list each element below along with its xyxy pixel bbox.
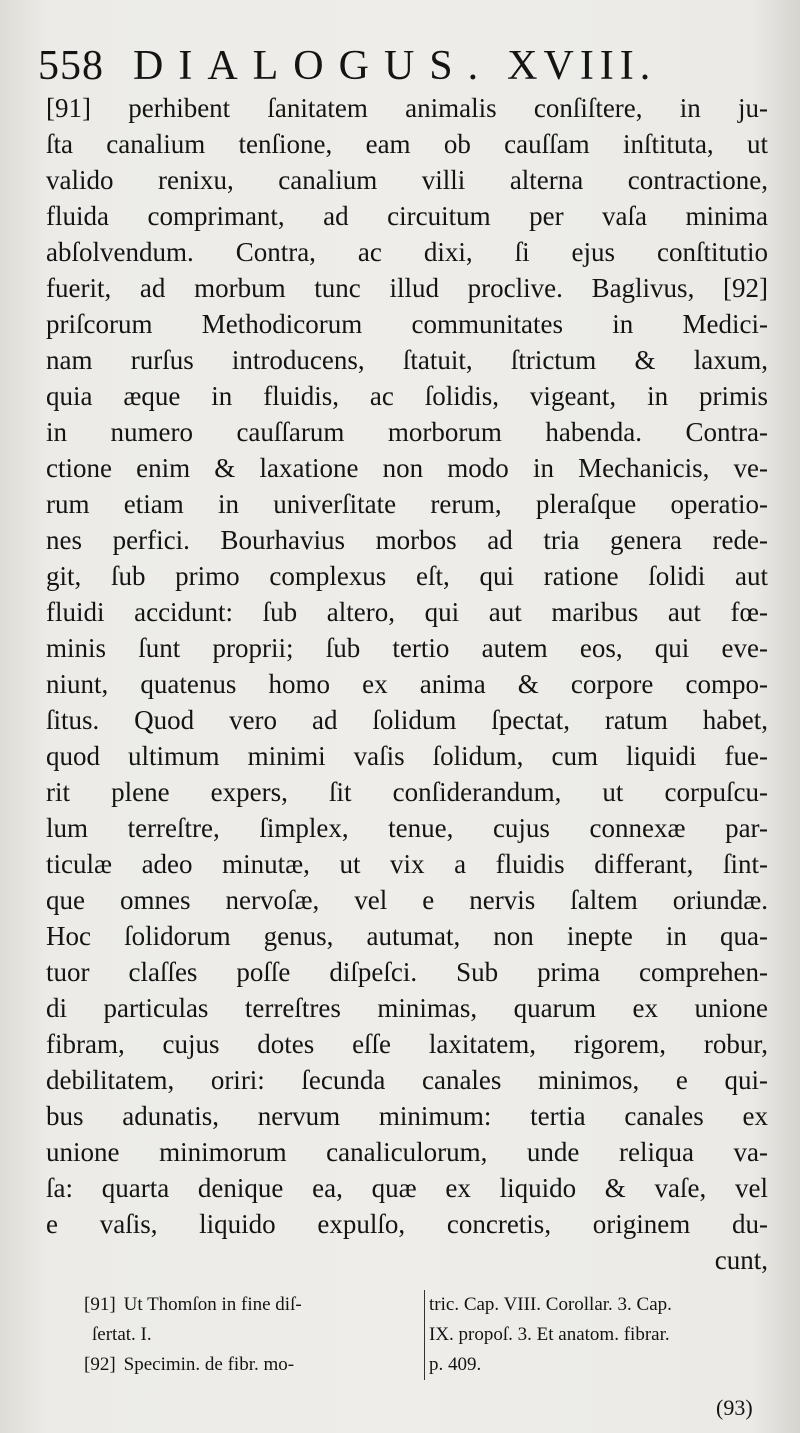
text-line: ſa: quarta denique ea, quæ ex liquido & vaſe, vel — [46, 1173, 768, 1203]
dialogue-numeral: XVIII. — [507, 43, 657, 89]
text-line: ctione enim & laxatione non modo in Mechanicis, ve- — [46, 453, 768, 483]
text-line: in numero cauſſarum morborum habenda. Contra- — [46, 417, 768, 447]
text-line: fibram, cujus dotes eſſe laxitatem, rigorem, robur, — [46, 1029, 768, 1059]
text-line: rit plene expers, ſit conſiderandum, ut corpuſcu- — [46, 777, 768, 807]
footnote-ref: [92] — [84, 1354, 116, 1375]
running-head — [38, 38, 768, 94]
text-line: debilitatem, oriri: ſecunda canales minimos, e qui- — [46, 1065, 768, 1095]
text-line: fluida comprimant, ad circuitum per vaſa minima — [46, 201, 768, 231]
text-line: valido renixu, canalium villi alterna contractione, — [46, 165, 768, 195]
text-line: nes perfici. Bourhavius morbos ad tria genera rede- — [46, 525, 768, 555]
text-line: fluidi accidunt: ſub altero, qui aut maribus aut fœ- — [46, 597, 768, 627]
text-line: rum etiam in univerſitate rerum, pleraſque operatio- — [46, 489, 768, 519]
text-line: quod ultimum minimi vaſis ſolidum, cum liquidi fue- — [46, 741, 768, 771]
text-line: ſitus. Quod vero ad ſolidum ſpectat, ratum habet, — [46, 705, 768, 735]
text-line: fuerit, ad morbum tunc illud proclive. Baglivus, [92] — [46, 273, 768, 303]
text-line: unione minimorum canaliculorum, unde reliqua va- — [46, 1137, 768, 1167]
text-line: abſolvendum. Contra, ac dixi, ſi ejus conſtitutio — [46, 237, 768, 267]
text-line: minis ſunt proprii; ſub tertio autem eos, qui eve- — [46, 633, 768, 663]
text-line: git, ſub primo complexus eſt, qui ratione ſolidi aut — [46, 561, 768, 591]
text-line: Hoc ſolidorum genus, autumat, non inepte in qua- — [46, 921, 768, 951]
footnote-text: Specimin. de fibr. mo- — [123, 1354, 295, 1375]
text-line: di particulas terreſtres minimas, quarum ex unione — [46, 993, 768, 1023]
text-line: tuor claſſes poſſe diſpeſci. Sub prima comprehen- — [46, 957, 768, 987]
text-line-catchword: cunt, — [714, 1245, 768, 1275]
text-line: ſta canalium tenſione, eam ob cauſſam inſtituta, ut — [46, 129, 768, 159]
running-title: DIALOGUS. — [133, 43, 494, 89]
text-line: quia æque in fluidis, ac ſolidis, vigeant, in primis — [46, 381, 768, 411]
page-number: 558 — [38, 43, 104, 89]
footnote-line: tric. Cap. VIII. Corollar. 3. Cap. — [429, 1294, 672, 1315]
footnote-line: IX. propoſ. 3. Et anatom. fibrar. — [429, 1324, 670, 1345]
body-text — [46, 90, 768, 1278]
text-line: bus adunatis, nervum minimum: tertia canales ex — [46, 1101, 768, 1131]
footnotes-right-column — [424, 1290, 774, 1380]
footnote-line — [84, 1350, 414, 1380]
footnote-ref: [91] — [84, 1294, 116, 1315]
footnote-text: ſertat. I. — [92, 1324, 152, 1345]
text-line: [91] perhibent ſanitatem animalis conſiſtere, in ju- — [46, 93, 768, 123]
text-line: priſcorum Methodicorum communitates in Medici- — [46, 309, 768, 339]
footnote-text: Ut Thomſon in fine diſ- — [123, 1294, 302, 1315]
text-line: e vaſis, liquido expulſo, concretis, originem du- — [46, 1209, 768, 1239]
text-line: niunt, quatenus homo ex anima & corpore compo- — [46, 669, 768, 699]
text-line: nam rurſus introducens, ſtatuit, ſtrictum & laxum, — [46, 345, 768, 375]
footnote-line — [84, 1320, 414, 1350]
footnotes — [84, 1290, 774, 1382]
footnotes-left-column — [84, 1290, 414, 1380]
text-line: ticulæ adeo minutæ, ut vix a fluidis differant, ſint- — [46, 849, 768, 879]
text-line: que omnes nervoſæ, vel e nervis ſaltem oriundæ. — [46, 885, 768, 915]
footnote-line — [84, 1290, 414, 1320]
footnote-line: p. 409. — [429, 1354, 482, 1375]
signature-mark: (93) — [716, 1395, 753, 1420]
text-line: lum terreſtre, ſimplex, tenue, cujus connexæ par- — [46, 813, 768, 843]
